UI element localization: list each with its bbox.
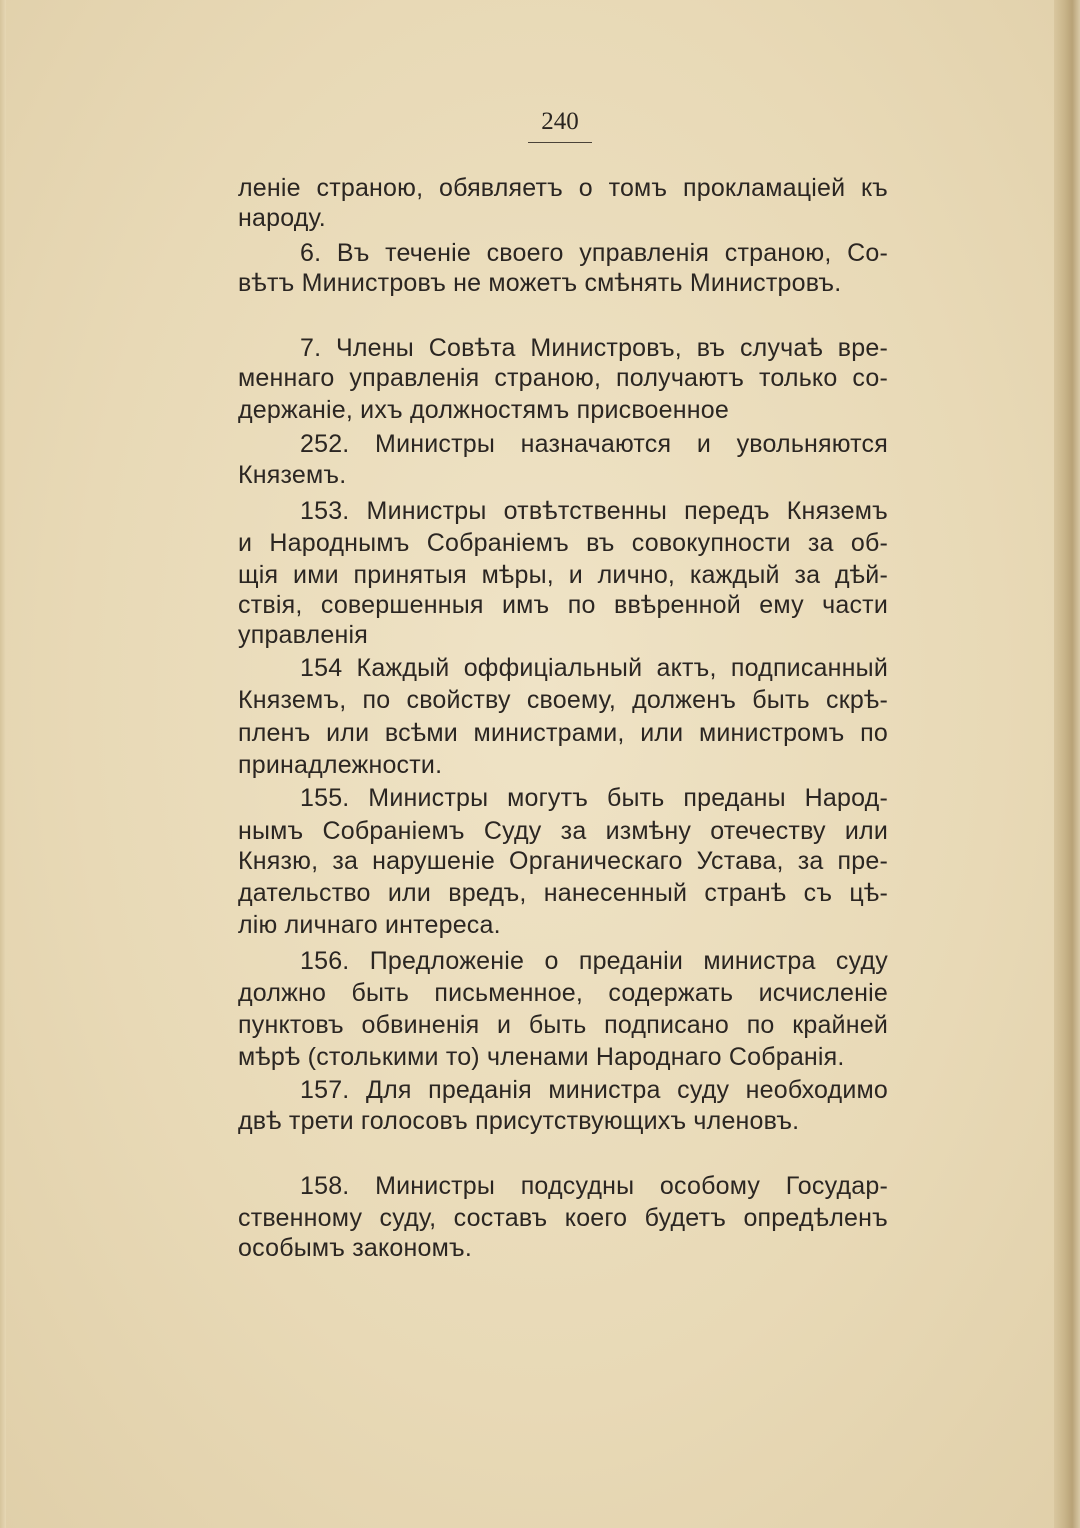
text-line: держаніе, ихъ должностямъ присвоенное xyxy=(238,396,729,424)
text-line: леніе страною, обявляетъ о томъ прокламаціей къ xyxy=(238,174,888,202)
text-line: 7. Члены Совѣта Министровъ, въ случаѣ вре- xyxy=(300,334,888,362)
text-line: двѣ трети голосовъ присутствующихъ членовъ. xyxy=(238,1107,800,1135)
text-line: вѣтъ Министровъ не можетъ смѣнять Министровъ. xyxy=(238,269,842,297)
page-number-rule xyxy=(528,142,592,143)
page-binding-edge xyxy=(1054,0,1080,1528)
text-line: пленъ или всѣми министрами, или министромъ по xyxy=(238,719,888,747)
text-line: лію личнаго интереса. xyxy=(238,911,501,939)
text-line: 153. Министры отвѣтственны передъ Княземъ xyxy=(300,497,888,525)
page-left-edge xyxy=(0,0,6,1528)
text-line: 157. Для преданія министра суду необходимо xyxy=(300,1076,888,1104)
text-line: пунктовъ обвиненія и быть подписано по крайней xyxy=(238,1011,888,1039)
text-line: народу. xyxy=(238,204,326,232)
text-line: особымъ закономъ. xyxy=(238,1234,472,1262)
text-line: и Народнымъ Собраніемъ въ совокупности за об- xyxy=(238,529,888,557)
text-line: должно быть письменное, содержать исчисленіе xyxy=(238,979,888,1007)
text-line: 252. Министры назначаются и увольняются xyxy=(300,430,888,458)
text-line: 6. Въ теченіе своего управленія страною, Со- xyxy=(300,239,888,267)
text-line: меннаго управленія страною, получаютъ только со- xyxy=(238,364,888,392)
page-number: 240 xyxy=(541,108,579,135)
text-line: нымъ Собраніемъ Суду за измѣну отечеству или xyxy=(238,817,888,845)
text-line: мѣрѣ (столькими то) членами Народнаго Собранія. xyxy=(238,1043,845,1071)
text-line: 156. Предложеніе о преданіи министра суду xyxy=(300,947,888,975)
text-line: принадлежности. xyxy=(238,751,443,779)
text-line: 158. Министры подсудны особому Государ- xyxy=(300,1172,888,1200)
text-line: ственному суду, составъ коего будетъ опредѣленъ xyxy=(238,1204,888,1232)
text-line: 154 Каждый оффиціальный актъ, подписанный xyxy=(300,654,888,682)
text-line: 155. Министры могутъ быть преданы Народ- xyxy=(300,784,888,812)
text-line: управленія xyxy=(238,621,368,649)
text-line: ствія, совершенныя имъ по ввѣренной ему части xyxy=(238,591,888,619)
text-line: Княземъ, по свойству своему, долженъ быть скрѣ- xyxy=(238,686,888,714)
text-line: Князю, за нарушеніе Органическаго Устава, за пре- xyxy=(238,847,888,875)
text-line: дательство или вредъ, нанесенный странѣ съ цѣ- xyxy=(238,879,888,907)
text-line: щія ими принятыя мѣры, и лично, каждый за дѣй- xyxy=(238,561,888,589)
text-line: Княземъ. xyxy=(238,461,347,489)
